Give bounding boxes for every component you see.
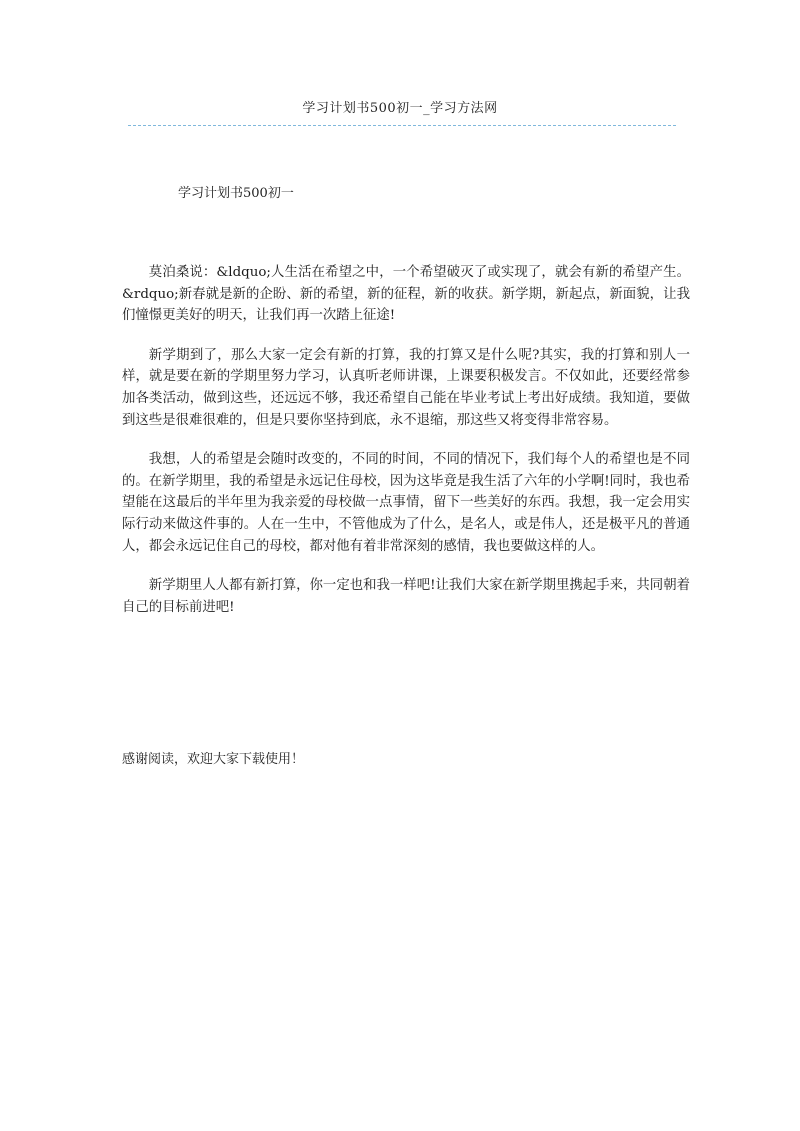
page-header-title: 学习计划书500初一_学习方法网: [302, 101, 498, 116]
paragraph-2: 新学期到了，那么大家一定会有新的打算，我的打算又是什么呢?其实，我的打算和别人一样，就是要在新的学期里努力学习，认真听老师讲课，上课要积极发言。不仅如此，还要经常参加各类活动，做到这些，还远远不够，我还希望自己能在毕业考试上考出好成绩。我知道，要做到这些是很难很难的，但是只要你坚持到底，永不退缩，那这些又将变得非常容易。: [122, 347, 690, 428]
paragraph-1: 莫泊桑说：&ldquo;人生活在希望之中，一个希望破灭了或实现了，就会有新的希望产生。&rdquo;新春就是新的企盼、新的希望，新的征程，新的收获。新学期，新起点，新面貌，让我们憧憬更美好的明天，让我们再一次踏上征途!: [122, 265, 690, 324]
header-dashed-divider: [128, 125, 676, 126]
document-title: 学习计划书500初一: [178, 186, 294, 201]
paragraph-3: 我想，人的希望是会随时改变的，不同的时间，不同的情况下，我们每个人的希望也是不同的。在新学期里，我的希望是永远记住母校，因为这毕竟是我生活了六年的小学啊!同时，我也希望能在这最后的半年里为我亲爱的母校做一点事情，留下一些美好的东西。我想，我一定会用实际行动来做这件事的。人在一生中，不管他成为了什么，是名人，或是伟人，还是极平凡的普通人，都会永远记住自己的母校，都对他有着非常深刻的感情，我也要做这样的人。: [122, 452, 690, 554]
document-body: [122, 262, 690, 636]
paragraph-4: 新学期里人人都有新打算，你一定也和我一样吧!让我们大家在新学期里携起手来，共同朝着自己的目标前进吧!: [122, 578, 690, 615]
footer-thanks-note: 感谢阅读，欢迎大家下载使用！: [122, 752, 305, 767]
